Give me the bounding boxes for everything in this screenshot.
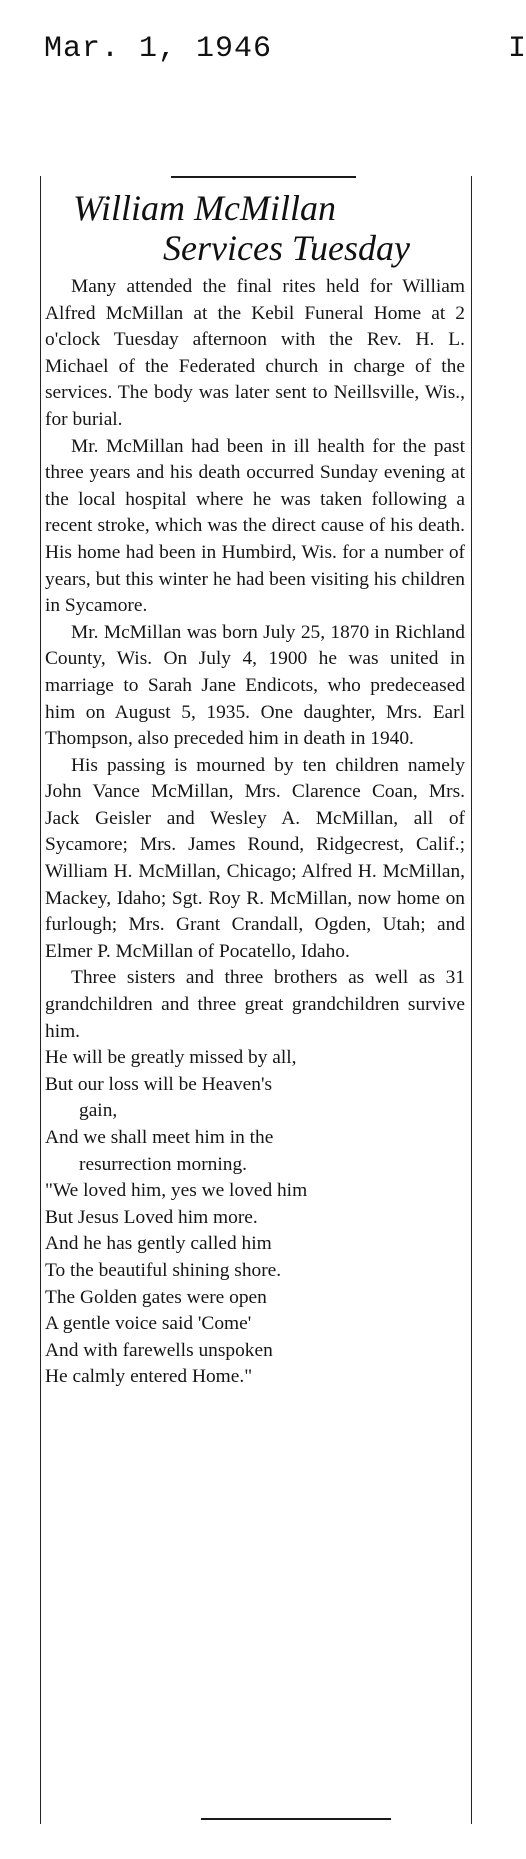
poem-line: But our loss will be Heaven's <box>45 1073 272 1095</box>
newspaper-clipping <box>40 176 472 1824</box>
paragraph-survivors-relatives: Three sisters and three brothers as well as 31 grandchildren and three great grandchildren survive him. <box>45 967 465 1042</box>
poem-line: But Jesus Loved him more. <box>45 1206 258 1228</box>
bottom-rule <box>201 1818 391 1820</box>
article-body <box>41 274 469 1391</box>
paragraph-birth-marriage: Mr. McMillan was born July 25, 1870 in Richland County, Wis. On July 4, 1900 he was united in marriage to Sarah Jane Endicots, who predeceased him on August 5, 1935. One daughter, Mrs. Earl Thompson, also preceded him in death in 1940. <box>45 621 465 750</box>
top-rule <box>171 176 356 178</box>
paragraph-illness: Mr. McMillan had been in ill health for the past three years and his death occurred Sunday evening at the local hospital where he was taken following a recent stroke, which was the direct cause of his death. His home had been in Humbird, Wis. for a number of years, but this winter he had been visiting his children in Sycamore. <box>45 435 465 617</box>
paragraph-survivors-children: His passing is mourned by ten children namely John Vance McMillan, Mrs. Clarence Coan, Mrs. Jack Geisler and Wesley A. McMillan, all of Sycamore; Mrs. James Round, Ridgecrest, Calif.; William H. McMillan, Chicago; Alfred H. McMillan, Mackey, Idaho; Sgt. Roy R. McMillan, now home on furlough; Mrs. Grant Crandall, Ogden, Utah; and Elmer P. McMillan of Pocatello, Idaho. <box>45 754 465 962</box>
memorial-poem <box>41 1045 469 1391</box>
poem-line: The Golden gates were open <box>45 1286 267 1308</box>
poem-line: And he has gently called him <box>45 1233 272 1255</box>
poem-line: And with farewells unspoken <box>45 1339 273 1361</box>
poem-line: resurrection morning. <box>79 1153 248 1175</box>
headline-line-1: William McMillan <box>73 188 336 228</box>
poem-line: And we shall meet him in the <box>45 1127 274 1148</box>
page-edge-character: I <box>508 32 526 66</box>
poem-line: He will be greatly missed by all, <box>45 1047 297 1069</box>
paragraph-funeral-rites: Many attended the final rites held for William Alfred McMillan at the Kebil Funeral Home at 2 o'clock Tuesday afternoon with the Rev. H. L. Michael of the Federated church in charge of the services. The body was later sent to Neillsville, Wis., for burial. <box>45 276 465 430</box>
poem-line: He calmly entered Home." <box>45 1366 253 1388</box>
page-date: Mar. 1, 1946 <box>44 32 273 66</box>
poem-line: "We loved him, yes we loved him <box>45 1180 308 1202</box>
poem-line: A gentle voice said 'Come' <box>45 1313 252 1335</box>
headline-line-2: Services Tuesday <box>163 228 410 268</box>
poem-line: To the beautiful shining shore. <box>45 1259 282 1281</box>
poem-line: gain, <box>79 1100 118 1122</box>
headline <box>69 188 469 268</box>
